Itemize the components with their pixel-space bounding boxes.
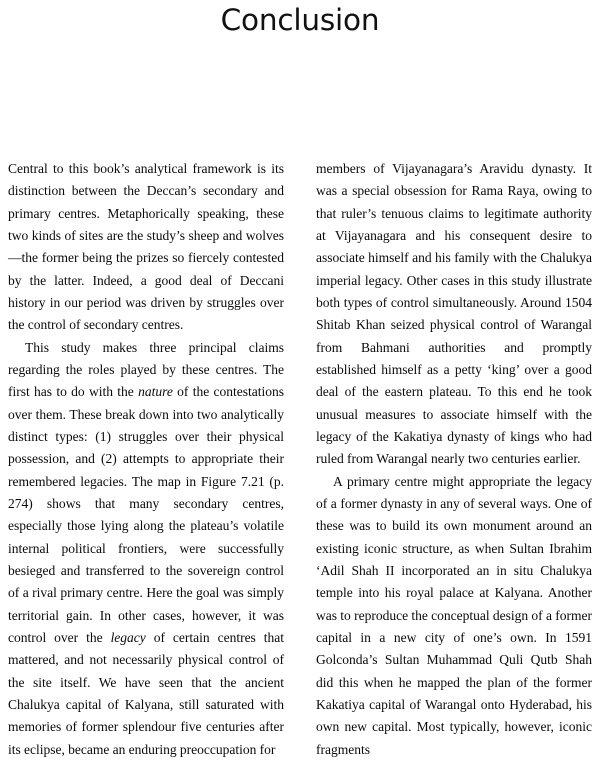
body-column-left (8, 158, 284, 761)
text-run: members of Vijayanagara’s Aravidu dynasty. It was a special obsession for Rama Raya, owing to that ruler’s tenuous claims to legitimate authority at Vijayanagara and his consequent desire to associate himself and his family with the Chalukya imperial legacy. Other cases in this study illustrate both types of control simultaneously. Around 1504 Shitab Khan seized physical control of Warangal from Bahmani authorities and promptly established himself as a petty ‘king’ over a good deal of the eastern plateau. To this end he took unusual measures to associate himself with the legacy of the Kakatiya dynasty of kings who had ruled from Warangal nearly two centuries earlier. (316, 161, 592, 467)
paragraph (8, 158, 284, 337)
page-title: Conclusion (220, 3, 380, 37)
text-run: of the contestations over them. These break down into two analytically distinct types: (1) struggles over their physical possession, and (2) attempts to appropriate their remembered legacies. The map in Figure 7.21 (p. 274) shows that many secondary centres, especially those lying along the plateau’s volatile internal political frontiers, were successfully besieged and transferred to the sovereign control of a rival primary centre. Here the goal was simply territorial gain. In other cases, however, it was control over the (8, 384, 284, 645)
text-run: Central to this book’s analytical framework is its distinction between the Deccan’s secondary and primary centres. Metaphorically speaking, these two kinds of sites are the study’s sheep and wolves—the former being the prizes so fiercely contested by the latter. Indeed, a good deal of Deccani history in our period was driven by struggles over the control of secondary centres. (8, 161, 284, 333)
text-run: This study makes three principal claims regarding the roles played by these centres. The first has to do with the (8, 339, 284, 400)
emphasis-text: legacy (110, 629, 146, 645)
text-run: of certain centres that mattered, and not necessarily physical control of the site itself. We have seen that the ancient Chalukya capital of Kalyana, still saturated with memories of former splendour five centuries after its eclipse, became an enduring preoccupation for (8, 629, 284, 757)
paragraph (8, 337, 284, 761)
paragraph (316, 158, 592, 471)
emphasis-text: nature (138, 384, 173, 400)
body-column-right (316, 158, 592, 761)
paragraph (316, 471, 592, 761)
two-column-body (8, 158, 592, 761)
text-run: A primary centre might appropriate the legacy of a former dynasty in any of several ways. One of these was to build its own monument around an existing iconic structure, as when Sultan Ibrahim ʻAdil Shah II incorporated an in situ Chalukya temple into his royal palace at Kalyana. Another was to reproduce the conceptual design of a former capital in a new city of one’s own. In 1591 Golconda’s Sultan Muhammad Quli Qutb Shah did this when he mapped the plan of the former Kakatiya capital of Warangal onto Hyderabad, his own new capital. Most typically, however, iconic fragments (316, 473, 592, 757)
